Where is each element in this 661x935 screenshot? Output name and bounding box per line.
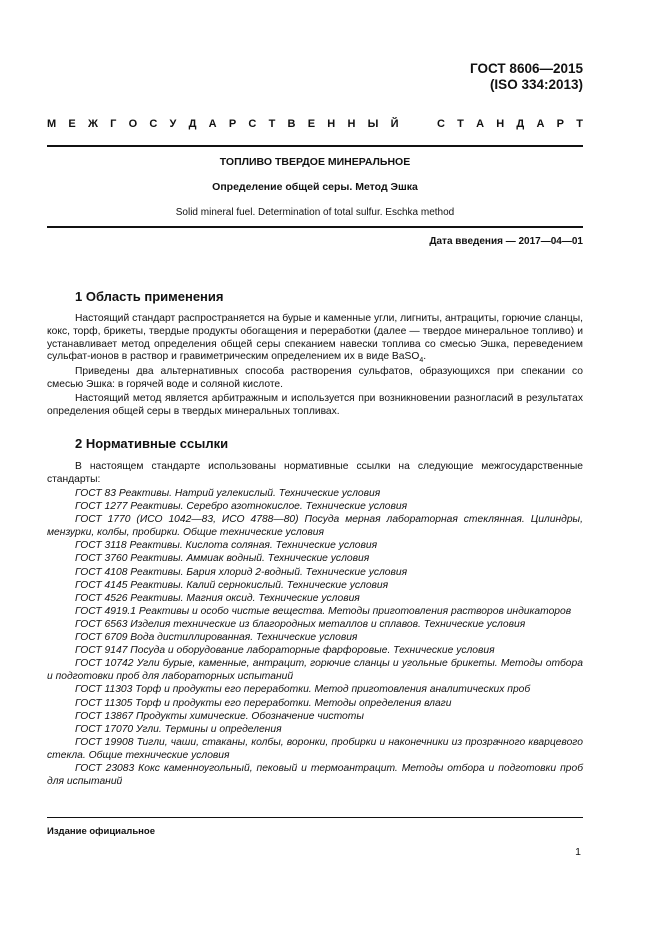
reference-item: ГОСТ 1770 (ИСО 1042—83, ИСО 4788—80) Посуда мерная лабораторная стеклянная. Цилиндры, мензурки, колбы, пробирки. Общие технические условия: [47, 514, 583, 539]
banner-gap: [411, 118, 425, 130]
gost-number: ГОСТ 8606—2015: [470, 61, 583, 76]
section-1-paragraph-1: [47, 313, 583, 368]
reference-item: ГОСТ 4145 Реактивы. Калий сернокислый. Технические условия: [75, 579, 389, 591]
reference-item: ГОСТ 83 Реактивы. Натрий углекислый. Технические условия: [75, 488, 381, 499]
banner-letter: Г: [110, 118, 117, 130]
section-1-paragraph-3: Настоящий метод является арбитражным и используется при возникновении разногласий в результатах определения общей серы в твердых минеральных топливах.: [47, 393, 583, 417]
sulfate-subscript: 4: [419, 357, 424, 365]
title-rule: [47, 226, 583, 228]
banner-letter: В: [287, 118, 296, 130]
reference-item: ГОСТ 3760 Реактивы. Аммиак водный. Технические условия: [75, 553, 370, 565]
reference-item: ГОСТ 11305 Торф и продукты его переработки. Методы определения влаги: [75, 697, 452, 709]
banner-letter: Ы: [367, 118, 379, 130]
banner-letter: У: [169, 118, 177, 130]
reference-item: ГОСТ 23083 Кокс каменноугольный, пековый и термоантрацит. Методы отбора и подготовки проб для испытаний: [47, 762, 583, 788]
banner-letter: А: [476, 118, 485, 130]
section-2-intro: В настоящем стандарте использованы нормативные ссылки на следующие межгосударственные стандарты:: [47, 461, 583, 485]
footer-rule: [47, 817, 583, 818]
banner-letter: Т: [268, 118, 276, 130]
section-1-heading: 1 Область применения: [75, 289, 224, 304]
reference-item: ГОСТ 9147 Посуда и оборудование лабораторные фарфоровые. Технические условия: [75, 645, 495, 657]
reference-item: ГОСТ 4526 Реактивы. Магния оксид. Технические условия: [75, 592, 360, 604]
normative-references-list: [47, 487, 583, 788]
banner-letter: М: [47, 118, 57, 130]
banner-letter: А: [536, 118, 545, 130]
document-code: [470, 61, 583, 93]
official-edition-label: Издание официальное: [47, 826, 155, 837]
reference-item: ГОСТ 4108 Реактивы. Бария хлорид 2-водный. Технические условия: [75, 566, 408, 578]
reference-item: ГОСТ 6563 Изделия технические из благородных металлов и сплавов. Технические условия: [75, 618, 526, 630]
section-1-paragraph-2: Приведены два альтернативных способа растворения сульфатов, образующихся при спекании со смесью Эшка: в горячей воде и соляной кислоте.: [47, 366, 583, 390]
top-rule: [47, 145, 583, 147]
section-2-heading: 2 Нормативные ссылки: [75, 436, 229, 451]
banner-letter: Т: [576, 118, 583, 130]
reference-item: ГОСТ 4919.1 Реактивы и особо чистые вещества. Методы приготовления растворов индикаторов: [75, 605, 572, 617]
banner-letter: Р: [556, 118, 564, 130]
banner-letter: Д: [188, 118, 197, 130]
reference-item: ГОСТ 6709 Вода дистиллированная. Технические условия: [75, 632, 358, 644]
banner-letter: С: [149, 118, 158, 130]
banner-letter: Р: [228, 118, 237, 130]
banner-letter: Е: [307, 118, 316, 130]
page-number: 1: [575, 846, 581, 858]
banner-letter: О: [128, 118, 138, 130]
iso-number: (ISO 334:2013): [489, 77, 583, 92]
banner-letter: А: [208, 118, 217, 130]
banner-letter: Н: [347, 118, 356, 130]
reference-item: ГОСТ 3118 Реактивы. Кислота соляная. Технические условия: [75, 540, 378, 552]
banner-letter: С: [248, 118, 257, 130]
banner-letter: Н: [327, 118, 336, 130]
reference-item: ГОСТ 19908 Тигли, чаши, стаканы, колбы, воронки, пробирки и наконечники из прозрачного кварцевого стекла. Общие технические условия: [47, 736, 583, 761]
reference-item: ГОСТ 17070 Угли. Термины и определения: [75, 723, 282, 735]
scope-text-end: .: [423, 351, 427, 363]
reference-item: ГОСТ 1277 Реактивы. Серебро азотнокислое. Технические условия: [75, 501, 408, 513]
banner-letter: Ж: [87, 118, 98, 130]
banner-letter: С: [436, 118, 445, 130]
reference-item: ГОСТ 13867 Продукты химические. Обозначение чистоты: [75, 710, 364, 722]
banner-letter: Е: [68, 118, 76, 130]
banner-letter: Т: [457, 118, 464, 130]
reference-item: ГОСТ 10742 Угли бурые, каменные, антрацит, горючие сланцы и угольные брикеты. Методы отбора и подготовки проб для лабораторных испытаний: [47, 658, 583, 683]
banner-letter: Д: [516, 118, 525, 130]
introduction-date: Дата введения — 2017—04—01: [429, 236, 583, 247]
interstate-standard-banner: [47, 118, 583, 130]
banner-letter: Н: [496, 118, 505, 130]
document-subtitle: Определение общей серы. Метод Эшка: [212, 181, 418, 193]
document-title: ТОПЛИВО ТВЕРДОЕ МИНЕРАЛЬНОЕ: [219, 156, 411, 168]
banner-letter: Й: [390, 118, 399, 130]
scope-text: Настоящий стандарт распространяется на бурые и каменные угли, лигниты, антрациты, горючие сланцы, кокс, торф, брикеты, твердые продукты обогащения и переработки (далее — твердое минеральное топливо) и устанавливает метод определения общей серы спеканием навески топлива со смесью Эшка, переведением сульфат-ионов в раствор и гравиметрическим определением их в виде BaSO: [47, 313, 583, 363]
reference-item: ГОСТ 11303 Торф и продукты его переработки. Метод приготовления аналитических проб: [75, 684, 531, 696]
english-title: Solid mineral fuel. Determination of total sulfur. Eschka method: [175, 207, 455, 218]
